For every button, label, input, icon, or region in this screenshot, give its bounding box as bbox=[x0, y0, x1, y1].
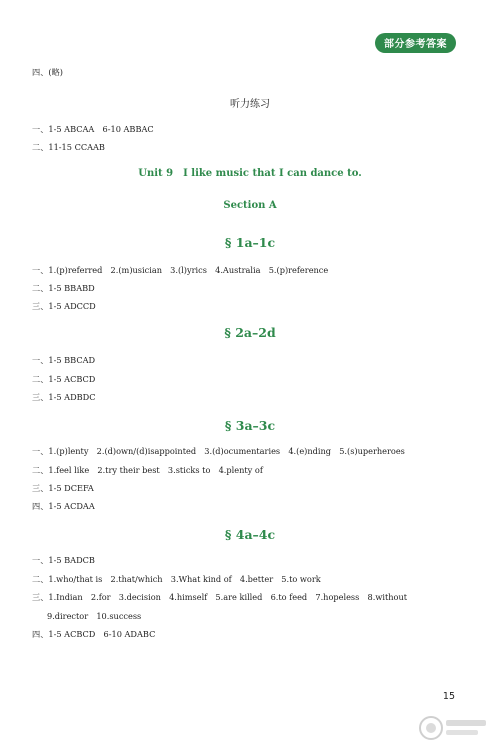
answer-line: 二、1.feel like 2.try their best 3.sticks to 4.plenty of bbox=[32, 465, 263, 475]
section-heading-4a-4c: § 4a–4c bbox=[224, 527, 276, 542]
answer-line: 三、1.Indian 2.for 3.decision 4.himself 5.are killed 6.to feed 7.hopeless 8.without bbox=[32, 592, 408, 602]
section-heading-1a-1c: § 1a–1c bbox=[224, 235, 276, 250]
answer-line: 四、1-5 ACDAA bbox=[32, 501, 95, 511]
answer-line: 三、1-5 DCEFA bbox=[32, 483, 94, 493]
unit-title: Unit 9 I like music that I can dance to. bbox=[138, 168, 362, 179]
answer-badge: 部分参考答案 bbox=[375, 33, 456, 53]
answer-line: 一、1-5 BADCB bbox=[32, 555, 95, 565]
answer-line: 二、1-5 BBABD bbox=[32, 283, 95, 293]
watermark-logo-icon bbox=[418, 713, 492, 743]
listening-line-2: 二、11-15 CCAAB bbox=[32, 142, 105, 152]
section-title: Section A bbox=[223, 200, 277, 211]
listening-title: 听力练习 bbox=[230, 99, 270, 110]
answer-line: 一、1.(p)referred 2.(m)usician 3.(l)yrics 4.Australia 5.(p)reference bbox=[32, 265, 329, 275]
answer-line: 一、1.(p)lenty 2.(d)own/(d)isappointed 3.(d)ocumentaries 4.(e)nding 5.(s)uperheroes bbox=[32, 446, 405, 456]
answer-line: 9.director 10.success bbox=[47, 611, 142, 621]
answer-line: 三、1-5 ADCCD bbox=[32, 301, 96, 311]
answer-line: 二、1.who/that is 2.that/which 3.What kind of 4.better 5.to work bbox=[32, 574, 321, 584]
page-number: 15 bbox=[442, 691, 455, 702]
answer-line: 四、1-5 ACBCD 6-10 ADABC bbox=[32, 629, 156, 639]
answer-line: 二、1-5 ACBCD bbox=[32, 374, 96, 384]
item-4-line: 四、(略) bbox=[32, 67, 63, 77]
answer-line: 三、1-5 ADBDC bbox=[32, 392, 96, 402]
section-heading-3a-3c: § 3a–3c bbox=[224, 418, 276, 433]
section-heading-2a-2d: § 2a–2d bbox=[224, 325, 276, 340]
answer-line: 一、1-5 BBCAD bbox=[32, 355, 96, 365]
listening-line-1: 一、1-5 ABCAA 6-10 ABBAC bbox=[32, 124, 154, 134]
